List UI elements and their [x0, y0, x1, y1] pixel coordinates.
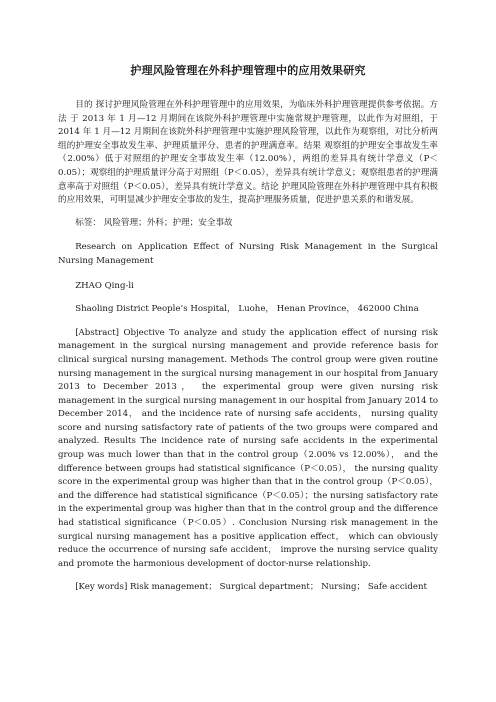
keywords-list: 风险管理；外科；护理；安全事故	[103, 217, 233, 228]
english-title: Research on Application Effect of Nursing Risk Management in the Surgical Nursing Management	[58, 242, 438, 266]
author-name: ZHAO Qing-li	[75, 280, 134, 291]
author-affiliation: Shaoling District People’s Hospital， Luohe， Henan Province， 462000 China	[75, 304, 419, 315]
keywords-label: 标签：	[75, 217, 101, 228]
keywords-english: [Key words] Risk management； Surgical department； Nursing； Safe accident	[75, 582, 427, 593]
abstract-english: [Abstract] Objective To analyze and study the application effect of nursing risk management in the surgical nursing management and provide reference basis for clinical surgical nursing management. Methods The control group were given routine nursing management in the surgical nursing management in our hospital from January 2013 to December 2013， the experimental group were given nursing risk management in the surgical nursing management in our hospital from January 2014 to December 2014， and the incidence rate of nursing safe accidents， nursing quality score and nursing satisfactory rate of patients of the two groups were compared and analyzed. Results The incidence rate of nursing safe accidents in the experimental group was much lower than that in the control group（2.00% vs 12.00%）， and the difference between groups had statistical significance（P＜0.05）， the nursing quality score in the experimental group was higher than that in the control group（P＜0.05）， and the difference had statistical significance（P＜0.05）；the nursing satisfactory rate in the experimental group was higher than that in the control group and the difference had statistical significance（P＜0.05）. Conclusion Nursing risk management in the surgical nursing management has a positive application effect， which can obviously reduce the occurrence of nursing safe accident， improve the nursing service quality and promote the harmonious development of doctor-nurse relationship.	[58, 327, 438, 569]
paper-title: 护理风险管理在外科护理管理中的应用效果研究	[130, 64, 366, 77]
keywords-chinese	[58, 217, 438, 231]
abstract-chinese: 目的 探讨护理风险管理在外科护理管理中的应用效果，为临床外科护理管理提供参考依据。方法 于 2013 年 1 月—12 月期间在该院外科护理管理中实施常规护理管理，以此作为对照组，于 2014 年 1 月—12 月期间在该院外科护理管理中实施护理风险管理，以此作为观察组，对比分析两组的护理安全事故发生率、护理质量评分、患者的护理满意率。结果 观察组的护理安全事故发生率（2.00%）低于对照组的护理安全事故发生率（12.00%），两组的差异具有统计学意义（P＜0.05）；观察组的护理质量评分高于对照组（P＜0.05），差异具有统计学意义；观察组患者的护理满意率高于对照组（P＜0.05），差异具有统计学意义。结论 护理风险管理在外科护理管理中具有积极的应用效果，可明显减少护理安全事故的发生，提高护理服务质量，促进护患关系的和谐发展。	[58, 100, 438, 206]
